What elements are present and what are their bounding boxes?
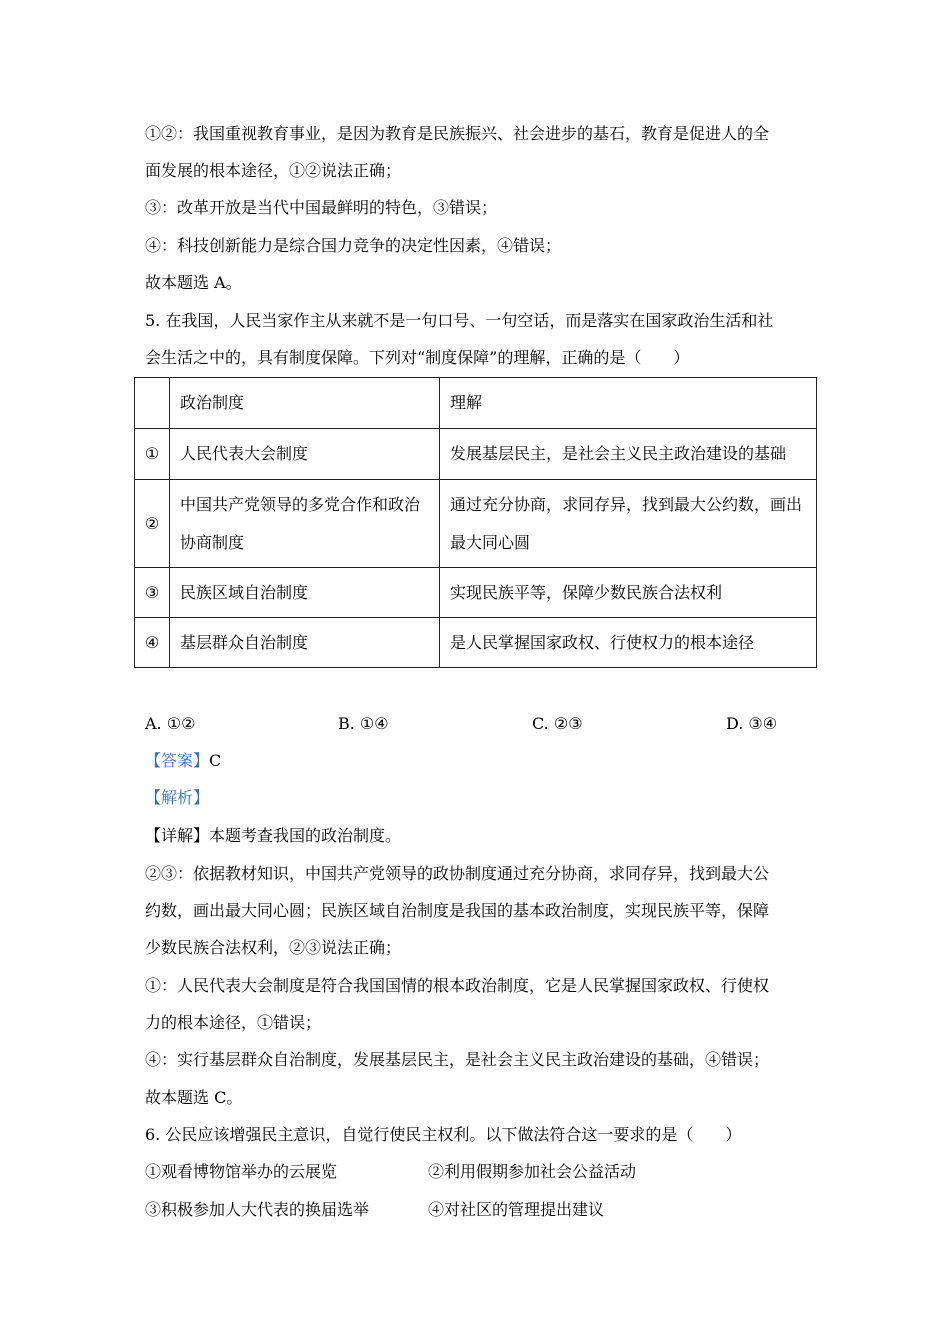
explanation-line: ①：人民代表大会制度是符合我国国情的根本政治制度，它是人民掌握国家政权、行使权 bbox=[145, 976, 770, 995]
q6-item: ①观看博物馆举办的云展览 bbox=[145, 1162, 338, 1181]
explanation-line: 少数民族合法权利，②③说法正确； bbox=[145, 938, 402, 957]
understanding-cell: 发展基层民主，是社会主义民主政治建设的基础 bbox=[440, 429, 817, 480]
detail-tag: 【详解】 bbox=[145, 826, 210, 845]
row-number: ④ bbox=[135, 618, 170, 668]
q5-stem-line: 会生活之中的，具有制度保障。下列对“制度保障”的理解，正确的是（ ） bbox=[145, 348, 690, 367]
analysis-line: 面发展的根本途径，①②说法正确； bbox=[145, 161, 402, 180]
explanation-line: 力的根本途径，①错误； bbox=[145, 1013, 322, 1032]
analysis-line: ③：改革开放是当代中国最鲜明的特色，③错误； bbox=[145, 198, 498, 217]
system-cell: 民族区域自治制度 bbox=[170, 568, 440, 618]
detail-intro: 本题考查我国的政治制度。 bbox=[209, 826, 402, 845]
explanation-line: 约数，画出最大同心圆；民族区域自治制度是我国的基本政治制度，实现民族平等，保障 bbox=[145, 901, 770, 920]
q6-stem: 6. 公民应该增强民主意识，自觉行使民主权利。以下做法符合这一要求的是（ ） bbox=[145, 1125, 742, 1144]
q5-stem-line: 5. 在我国，人民当家作主从来就不是一句口号、一句空话，而是落实在国家政治生活和社 bbox=[145, 311, 774, 330]
answer-value: C bbox=[209, 751, 222, 770]
row-number: ② bbox=[135, 480, 170, 568]
conclusion-line: 故本题选 C。 bbox=[145, 1088, 243, 1107]
analysis-line: ④：科技创新能力是综合国力竞争的决定性因素，④错误； bbox=[145, 236, 562, 255]
detail-line bbox=[145, 826, 401, 846]
table-row bbox=[135, 480, 817, 568]
q6-item: ③积极参加人大代表的换届选举 bbox=[145, 1200, 370, 1219]
explanation-line: ④：实行基层群众自治制度，发展基层民主，是社会主义民主政治建设的基础，④错误； bbox=[145, 1050, 770, 1069]
conclusion-line: 故本题选 A。 bbox=[145, 273, 242, 292]
option-c: C. ②③ bbox=[532, 714, 583, 733]
option-a: A. ①② bbox=[145, 714, 196, 733]
table-row bbox=[135, 568, 817, 618]
political-system-table bbox=[134, 377, 817, 668]
row-number: ③ bbox=[135, 568, 170, 618]
understanding-cell: 通过充分协商，求同存异，找到最大公约数，画出最大同心圆 bbox=[440, 480, 817, 568]
q6-item: ④对社区的管理提出建议 bbox=[428, 1200, 605, 1219]
understanding-cell: 是人民掌握国家政权、行使权力的根本途径 bbox=[440, 618, 817, 668]
option-d: D. ③④ bbox=[726, 714, 778, 733]
answer-line bbox=[145, 751, 221, 771]
table-row bbox=[135, 618, 817, 668]
answer-tag: 【答案】 bbox=[145, 751, 210, 770]
header-cell: 理解 bbox=[440, 378, 817, 429]
analysis-tag: 【解析】 bbox=[145, 788, 210, 807]
q6-item: ②利用假期参加社会公益活动 bbox=[428, 1162, 637, 1181]
table-header-row bbox=[135, 378, 817, 429]
option-b: B. ①④ bbox=[338, 714, 389, 733]
system-cell: 人民代表大会制度 bbox=[170, 429, 440, 480]
row-number: ① bbox=[135, 429, 170, 480]
system-cell: 基层群众自治制度 bbox=[170, 618, 440, 668]
explanation-line: ②③：依据教材知识，中国共产党领导的政协制度通过充分协商，求同存异，找到最大公 bbox=[145, 864, 770, 883]
analysis-line: ①②：我国重视教育事业，是因为教育是民族振兴、社会进步的基石，教育是促进人的全 bbox=[145, 124, 770, 143]
header-cell: 政治制度 bbox=[170, 378, 440, 429]
system-cell: 中国共产党领导的多党合作和政治协商制度 bbox=[170, 480, 440, 568]
header-cell bbox=[135, 378, 170, 429]
table-row bbox=[135, 429, 817, 480]
understanding-cell: 实现民族平等，保障少数民族合法权利 bbox=[440, 568, 817, 618]
